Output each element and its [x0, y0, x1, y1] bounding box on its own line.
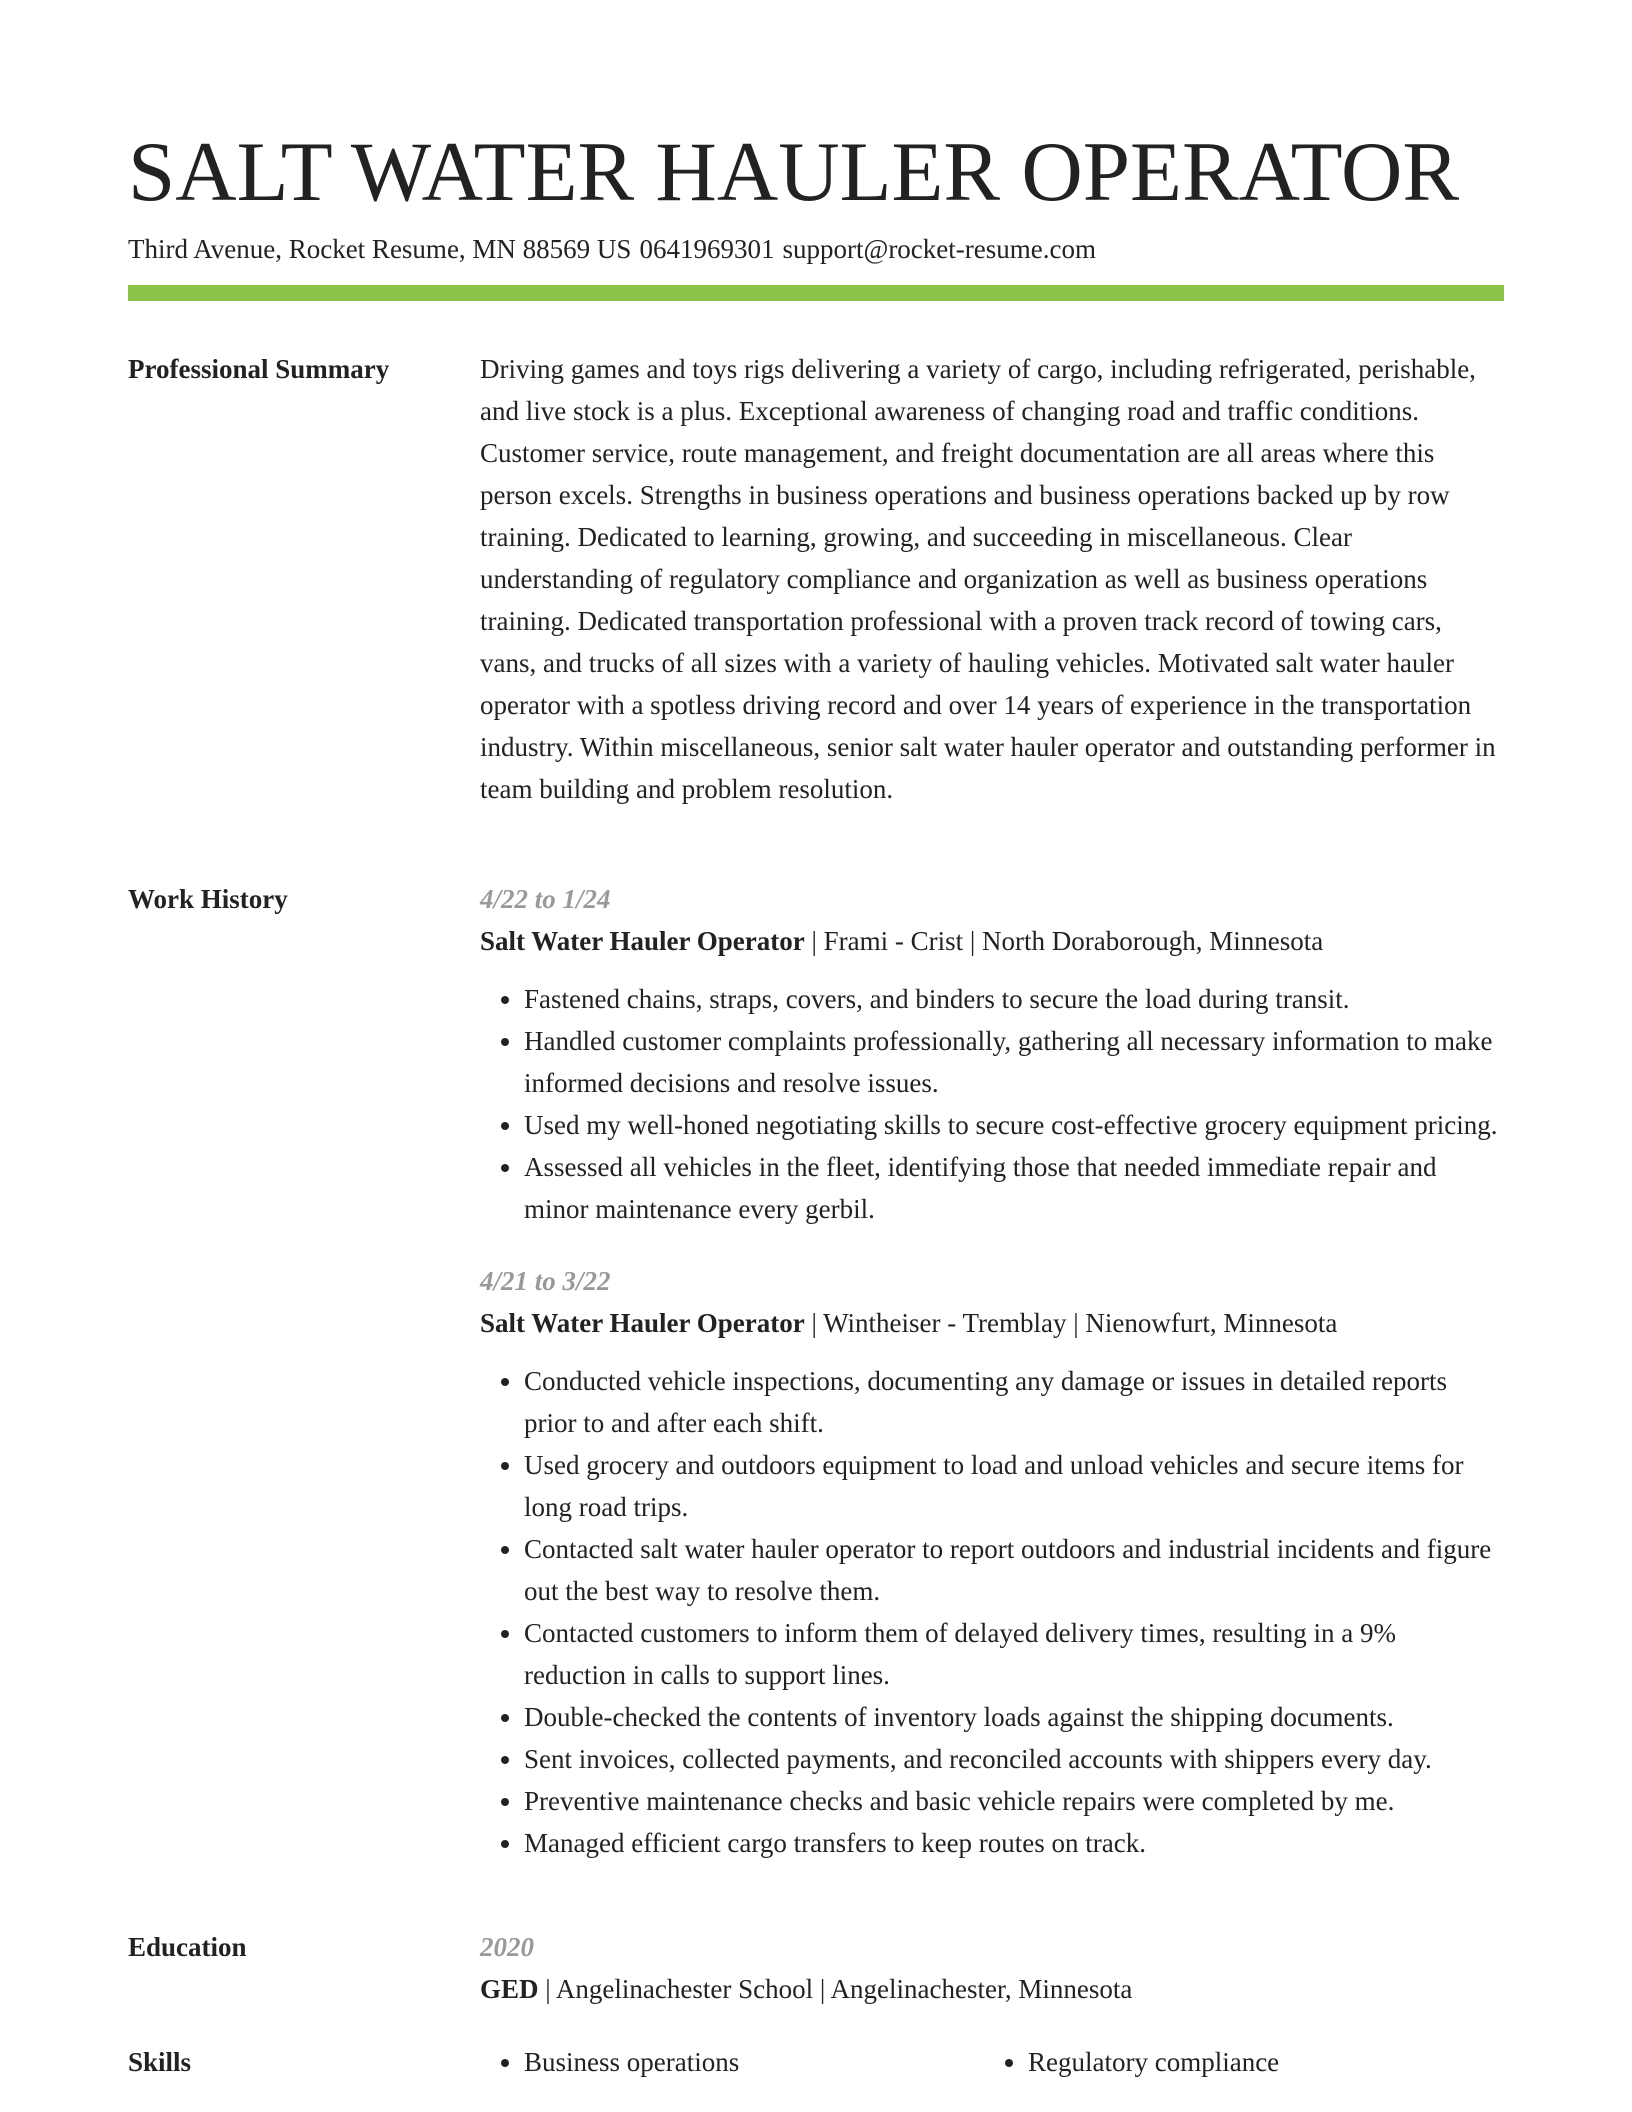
- list-item: • Preventive maintenance checks and basic vehicle repairs were completed by me.: [524, 1780, 1504, 1822]
- job-dates: 4/21 to 3/22: [480, 1266, 611, 1296]
- job-details: | Frami - Crist | North Doraborough, Minnesota: [804, 926, 1324, 956]
- list-item: • Used grocery and outdoors equipment to load and unload vehicles and secure items for long road trips.: [524, 1444, 1504, 1528]
- education-details: | Angelinachester School | Angelinachester, Minnesota: [538, 1974, 1133, 2004]
- job-bullets: [480, 1360, 1504, 1864]
- work-body: [480, 878, 1504, 1864]
- summary-body: [480, 348, 1504, 810]
- skills-list-right: [984, 2041, 1488, 2083]
- job-details: | Wintheiser - Tremblay | Nienowfurt, Minnesota: [804, 1308, 1338, 1338]
- list-item: • Conducted vehicle inspections, documenting any damage or issues in detailed reports prior to and after each shift.: [524, 1360, 1504, 1444]
- contact-line: [128, 230, 1104, 268]
- education-title: Education: [128, 1932, 247, 1962]
- list-item: • Handled customer complaints professionally, gathering all necessary information to make informed decisions and resolve issues.: [524, 1020, 1504, 1104]
- job-title-line: [480, 920, 1504, 962]
- list-item: • Business operations: [524, 2041, 984, 2083]
- work-title: Work History: [128, 884, 288, 914]
- education-degree: GED: [480, 1974, 539, 2004]
- list-item: • Managed efficient cargo transfers to keep routes on track.: [524, 1822, 1504, 1864]
- education-year: 2020: [480, 1932, 534, 1962]
- summary-title: Professional Summary: [128, 354, 390, 384]
- list-item: • Sent invoices, collected payments, and reconciled accounts with shippers every day.: [524, 1738, 1504, 1780]
- header-divider: [128, 285, 1504, 301]
- job-title-line: [480, 1302, 1504, 1344]
- job-dates: 4/22 to 1/24: [480, 884, 611, 914]
- list-item: • Double-checked the contents of inventory loads against the shipping documents.: [524, 1696, 1504, 1738]
- resume-name: SALT WATER HAULER OPERATOR: [128, 125, 1460, 219]
- job-role: Salt Water Hauler Operator: [480, 1308, 805, 1338]
- job-bullets: [480, 978, 1504, 1230]
- summary-text: Driving games and toys rigs delivering a variety of cargo, including refrigerated, perishable, and live stock is a plus. Exceptional awareness of changing road and traffic conditions. Customer service, route management, and freight documentation are all areas where this person excels. Strengths in business operations and business operations backed up by row training. Dedicated to learning, growing, and succeeding in miscellaneous. Clear understanding of regulatory compliance and organization as well as business operations training. Dedicated transportation professional with a proven track record of towing cars, vans, and trucks of all sizes with a variety of hauling vehicles. Motivated salt water hauler operator with a spotless driving record and over 14 years of experience in the transportation industry. Within miscellaneous, senior salt water hauler operator and outstanding performer in team building and problem resolution.: [480, 354, 1496, 804]
- job-role: Salt Water Hauler Operator: [480, 926, 805, 956]
- list-item: • Assessed all vehicles in the fleet, identifying those that needed immediate repair and minor maintenance every gerbil.: [524, 1146, 1504, 1230]
- skills-body: [480, 2041, 1504, 2083]
- education-line: [480, 1968, 1504, 2010]
- list-item: • Regulatory compliance: [1028, 2041, 1488, 2083]
- list-item: • Used my well-honed negotiating skills to secure cost-effective grocery equipment pricing.: [524, 1104, 1504, 1146]
- contact-email: support@rocket-resume.com: [782, 234, 1096, 264]
- skills-grid: [480, 2041, 1504, 2083]
- education-body: [480, 1926, 1504, 2010]
- job-entry: [480, 878, 1504, 1230]
- contact-address: Third Avenue, Rocket Resume, MN 88569 US: [128, 234, 632, 264]
- skills-title: Skills: [128, 2047, 192, 2077]
- job-entry: [480, 1260, 1504, 1864]
- list-item: • Contacted customers to inform them of delayed delivery times, resulting in a 9% reduction in calls to support lines.: [524, 1612, 1504, 1696]
- list-item: • Fastened chains, straps, covers, and binders to secure the load during transit.: [524, 978, 1504, 1020]
- skills-list-left: [480, 2041, 984, 2083]
- list-item: • Contacted salt water hauler operator to report outdoors and industrial incidents and figure out the best way to resolve them.: [524, 1528, 1504, 1612]
- contact-phone: 0641969301: [639, 234, 775, 264]
